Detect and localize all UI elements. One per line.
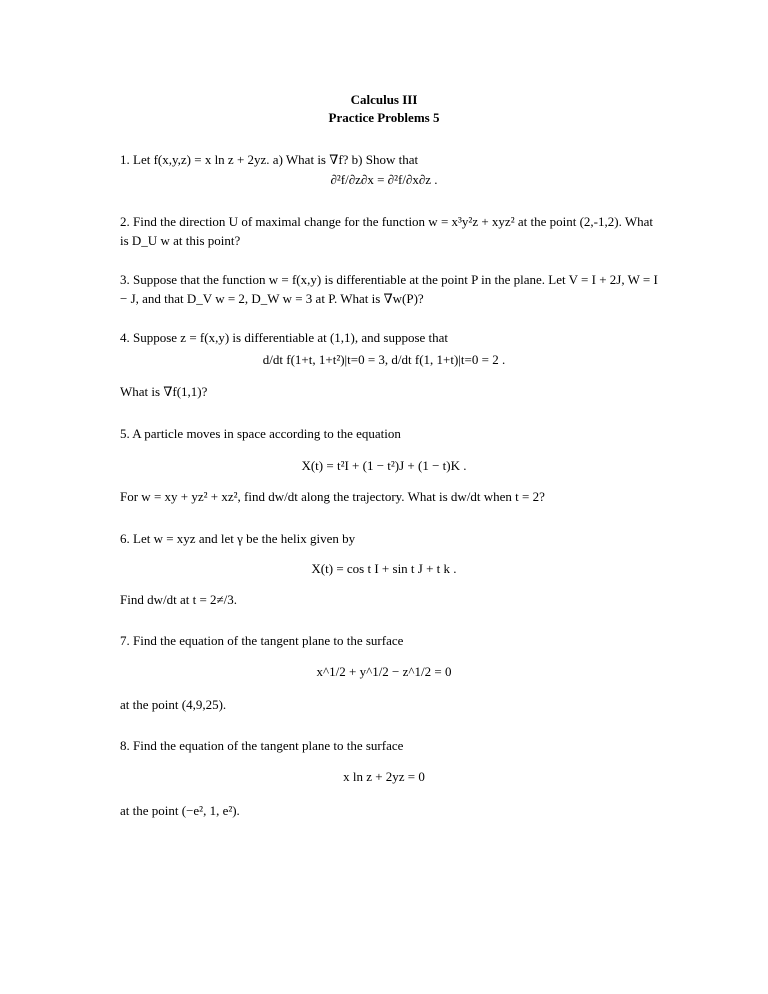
problem-7 — [120, 631, 660, 650]
problem-8-text: Find the equation of the tangent plane to the surface — [133, 738, 404, 753]
problem-7-question: at the point (4,9,25). — [120, 697, 227, 712]
problem-7-number: 7. — [120, 633, 130, 648]
problem-4-equation: d/dt f(1+t, 1+t²)|t=0 = 3, d/dt f(1, 1+t)|t=0 = 2 . — [262, 352, 506, 367]
problem-5-question: For w = xy + yz² + xz², find dw/dt along the trajectory. What is dw/dt when t = 2? — [120, 489, 545, 504]
problem-5-number: 5. — [120, 426, 130, 441]
problem-2 — [120, 212, 660, 250]
problem-3-text: Suppose that the function w = f(x,y) is differentiable at the point P in the plane. Let V = I + 2J, W = I − J, and that D_V w = 2, D_W w = 3 at P. What is ∇w(P)? — [120, 272, 658, 306]
problem-4-question: What is ∇f(1,1)? — [120, 384, 208, 399]
problem-4-text: Suppose z = f(x,y) is differentiable at (1,1), and suppose that — [133, 330, 449, 345]
problem-6 — [120, 529, 660, 548]
problem-6-number: 6. — [120, 531, 130, 546]
title-course: Calculus III — [350, 92, 418, 107]
problem-8-number: 8. — [120, 738, 130, 753]
problem-2-text: Find the direction U of maximal change for the function w = x³y²z + xyz² at the point (2,-1,2). What is D_U w at this point? — [120, 214, 653, 248]
problem-1 — [120, 150, 660, 169]
problem-8-equation: x ln z + 2yz = 0 — [343, 769, 425, 784]
problem-3 — [120, 270, 660, 308]
problem-5-equation: X(t) = t²I + (1 − t²)J + (1 − t)K . — [301, 458, 467, 473]
title-subtitle: Practice Problems 5 — [328, 110, 440, 125]
problem-6-equation: X(t) = cos t I + sin t J + t k . — [311, 561, 457, 576]
problem-6-question: Find dw/dt at t = 2≠/3. — [120, 592, 238, 607]
problem-3-number: 3. — [120, 272, 130, 287]
problem-4-number: 4. — [120, 330, 130, 345]
problem-5 — [120, 424, 660, 443]
problem-8-question: at the point (−e², 1, e²). — [120, 803, 240, 818]
problem-2-number: 2. — [120, 214, 130, 229]
problem-8 — [120, 736, 660, 755]
problem-7-text: Find the equation of the tangent plane to the surface — [133, 633, 404, 648]
problem-4 — [120, 328, 660, 347]
problem-1-text: 1. Let f(x,y,z) = x ln z + 2yz. a) What is ∇f? b) Show that — [120, 152, 419, 167]
problem-7-equation: x^1/2 + y^1/2 − z^1/2 = 0 — [316, 664, 452, 679]
problem-1-equation: ∂²f/∂z∂x = ∂²f/∂x∂z . — [330, 172, 438, 187]
problem-5-text: A particle moves in space according to the equation — [132, 426, 401, 441]
problem-6-text: Let w = xyz and let γ be the helix given by — [133, 531, 356, 546]
